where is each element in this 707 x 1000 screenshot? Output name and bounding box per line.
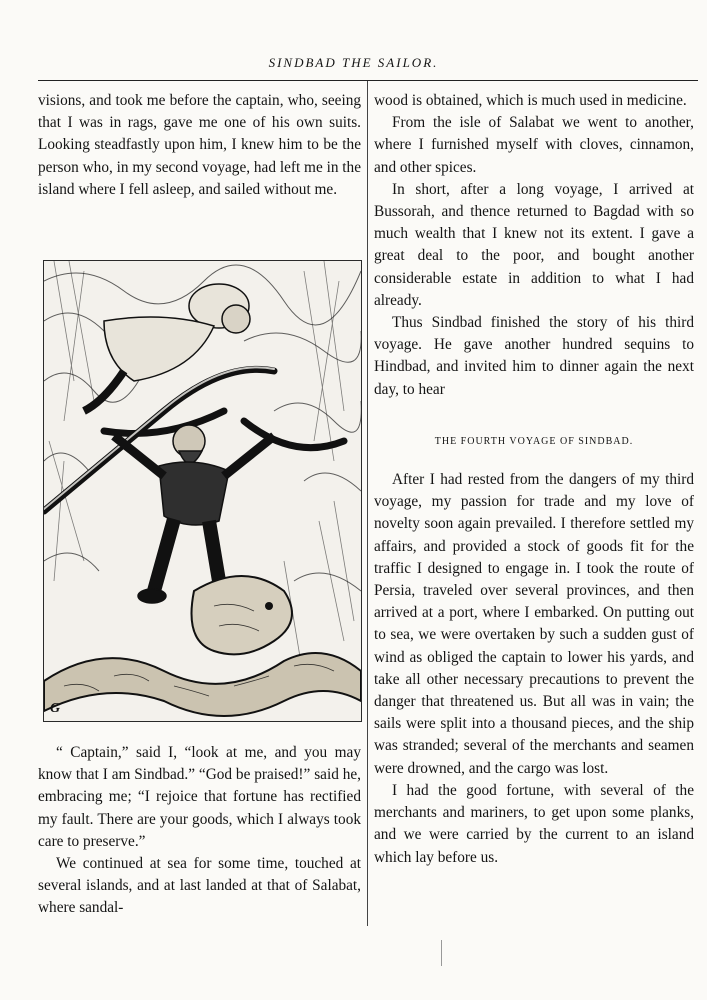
right-paragraph-3: In short, after a long voyage, I arrived at Bussorah, and thence returned to Bagdad with so much wealth that I knew not its extent. I gave a great deal to the poor, and bought another considerable estate in addition to what I had already. [374,180,694,309]
right-paragraph-1: wood is obtained, which is much used in medicine. [374,92,687,109]
page-scratch-mark [441,940,442,966]
right-paragraph-6: I had the good fortune, with several of the merchants and mariners, to get upon some planks, and we were carried by the current to an island which lay before us. [374,781,694,866]
right-paragraph-4: Thus Sindbad finished the story of his third voyage. He gave another hundred sequins to Hindbad, and invited him to dinner again the next day, to hear [374,314,694,398]
left-paragraph-3: We continued at sea for some time, touched at several islands, and at last landed at that of Salabat, where sandal- [38,855,361,917]
engraving-drawing [44,261,361,721]
right-paragraph-2: From the isle of Salabat we went to another, where I furnished myself with cloves, cinnamon, and other spices. [374,114,694,176]
running-title: SINDBAD THE SAILOR. [268,55,439,70]
header-rule [38,80,698,81]
artist-monogram: G [50,701,61,716]
illustration-serpent-chase [43,260,362,722]
column-divider [367,81,368,926]
right-column [374,90,694,869]
chapter-heading: THE FOURTH VOYAGE OF SINDBAD. [434,435,634,447]
left-column-bottom [38,742,361,920]
left-column-top [38,90,361,201]
left-paragraph-2: “ Captain,” said I, “look at me, and you may know that I am Sindbad.” “God be praised!” said he, embracing me; “I rejoice that fortune has rectified my fault. There are your goods, which I always took care to preserve.” [38,744,361,850]
left-paragraph-1: visions, and took me before the captain, who, seeing that I was in rags, gave me one of his own suits. Looking steadfastly upon him, I knew him to be the person who, in my second voyage, had left me in the island where I fell asleep, and sailed without me. [38,92,361,198]
right-paragraph-5: After I had rested from the dangers of my third voyage, my passion for trade and my love of novelty soon again prevailed. I therefore settled my affairs, and provided a stock of goods fit for the traffic I designed to engage in. I took the route of Persia, traveled over several provinces, and then arrived at a port, where I embarked. On putting out to sea, we were overtaken by such a sudden gust of wind as obliged the captain to lower his yards, and take all other necessary precautions to prevent the danger that threatened us. But all was in vain; the sails were split into a thousand pieces, and the ship was stranded; several of the merchants and seamen were drowned, and the cargo was lost. [374,471,694,777]
